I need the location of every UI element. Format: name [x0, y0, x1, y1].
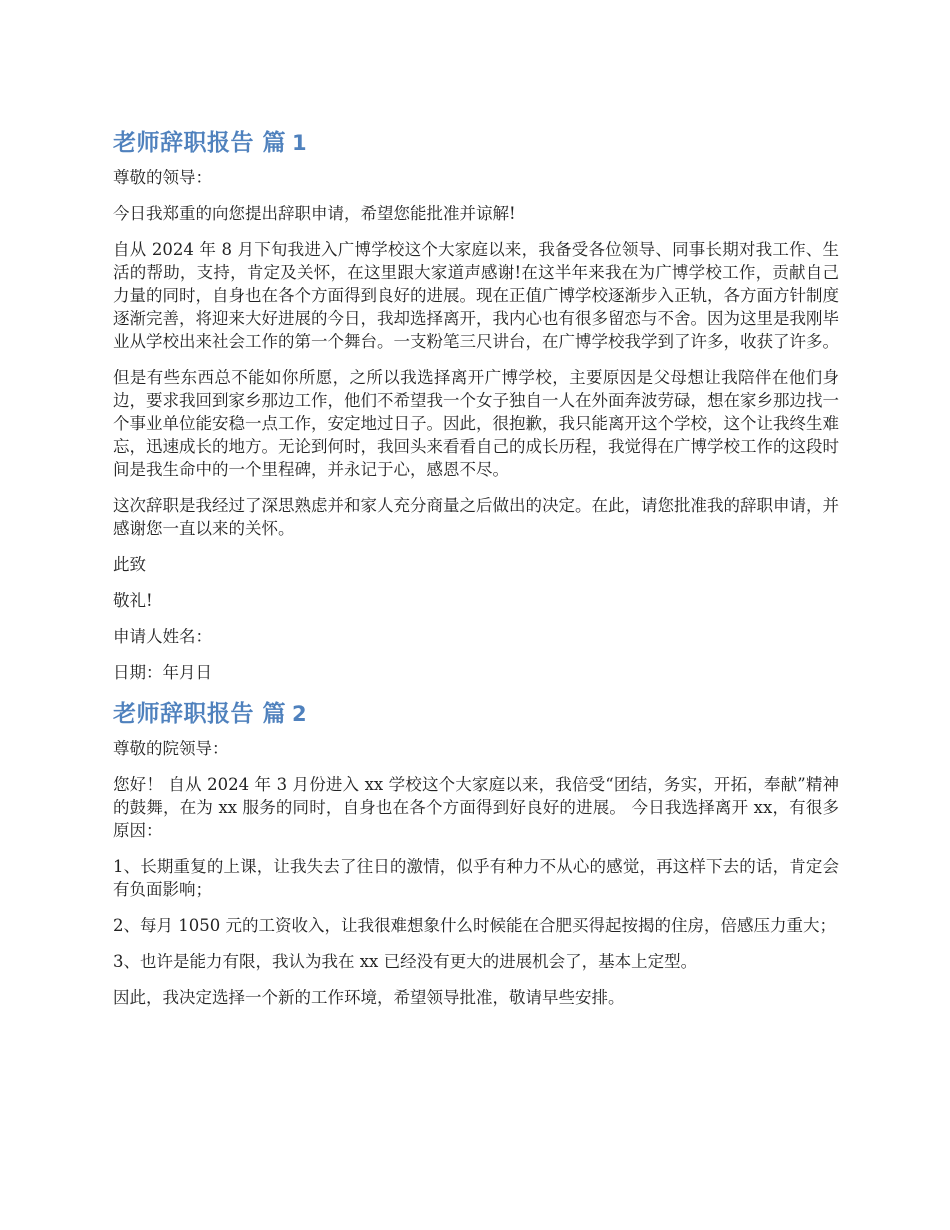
- section-2-title-text: 老师辞职报告 篇: [113, 701, 287, 727]
- paragraph: 您好！ 自从 2024 年 3 月份进入 xx 学校这个大家庭以来，我倍受“团结，务实，开拓，奉献”精神的鼓舞，在为 xx 服务的同时，自身也在各个方面得到好良好的进展。 今日我选择离开 xx，有很多原因：: [113, 775, 839, 840]
- closing: 此致: [113, 555, 146, 574]
- date-line: 日期：年月日: [113, 663, 212, 682]
- paragraph: 今日我郑重的向您提出辞职申请，希望您能批准并谅解!: [113, 204, 516, 223]
- section-1-title: [113, 126, 839, 160]
- section-2-title: [113, 697, 839, 731]
- greeting: 尊敬的院领导：: [113, 739, 229, 758]
- greeting: 尊敬的领导：: [113, 168, 212, 187]
- list-item: 3、也许是能力有限，我认为我在 xx 已经没有更大的进展机会了，基本上定型。: [113, 952, 698, 971]
- paragraph: 因此，我决定选择一个新的工作环境，希望领导批准，敬请早些安排。: [113, 988, 625, 1007]
- list-item: 1、长期重复的上课，让我失去了往日的激情，似乎有种力不从心的感觉，再这样下去的话，肯定会有负面影响；: [113, 857, 839, 899]
- section-1-title-text: 老师辞职报告 篇: [113, 130, 287, 156]
- closing-salute: 敬礼!: [113, 591, 153, 610]
- section-1-number: 1: [292, 131, 308, 155]
- document-page: [113, 126, 839, 1022]
- paragraph: 这次辞职是我经过了深思熟虑并和家人充分商量之后做出的决定。在此，请您批准我的辞职申请，并感谢您一直以来的关怀。: [113, 496, 839, 538]
- applicant-name-line: 申请人姓名：: [113, 627, 212, 646]
- section-2-number: 2: [292, 702, 308, 726]
- paragraph: 但是有些东西总不能如你所愿，之所以我选择离开广博学校，主要原因是父母想让我陪伴在他们身边，要求我回到家乡那边工作，他们不希望我一个女子独自一人在外面奔波劳碌，想在家乡那边找一个事业单位能安稳一点工作，安定地过日子。因此，很抱歉，我只能离开这个学校，这个让我终生难忘，迅速成长的地方。无论到何时，我回头来看看自己的成长历程，我觉得在广博学校工作的这段时间是我生命中的一个里程碑，并永记于心，感恩不尽。: [113, 368, 839, 479]
- paragraph: 自从 2024 年 8 月下旬我进入广博学校这个大家庭以来，我备受各位领导、同事长期对我工作、生活的帮助，支持，肯定及关怀，在这里跟大家道声感谢!在这半年来我在为广博学校工作，贡献自己力量的同时，自身也在各个方面得到良好的进展。现在正值广博学校逐渐步入正轨，各方面方针制度逐渐完善，将迎来大好进展的今日，我却选择离开，我内心也有很多留恋与不舍。因为这里是我刚毕业从学校出来社会工作的第一个舞台。一支粉笔三尺讲台，在广博学校我学到了许多，收获了许多。: [113, 240, 839, 351]
- list-item: 2、每月 1050 元的工资收入，让我很难想象什么时候能在合肥买得起按揭的住房，倍感压力重大；: [113, 916, 836, 935]
